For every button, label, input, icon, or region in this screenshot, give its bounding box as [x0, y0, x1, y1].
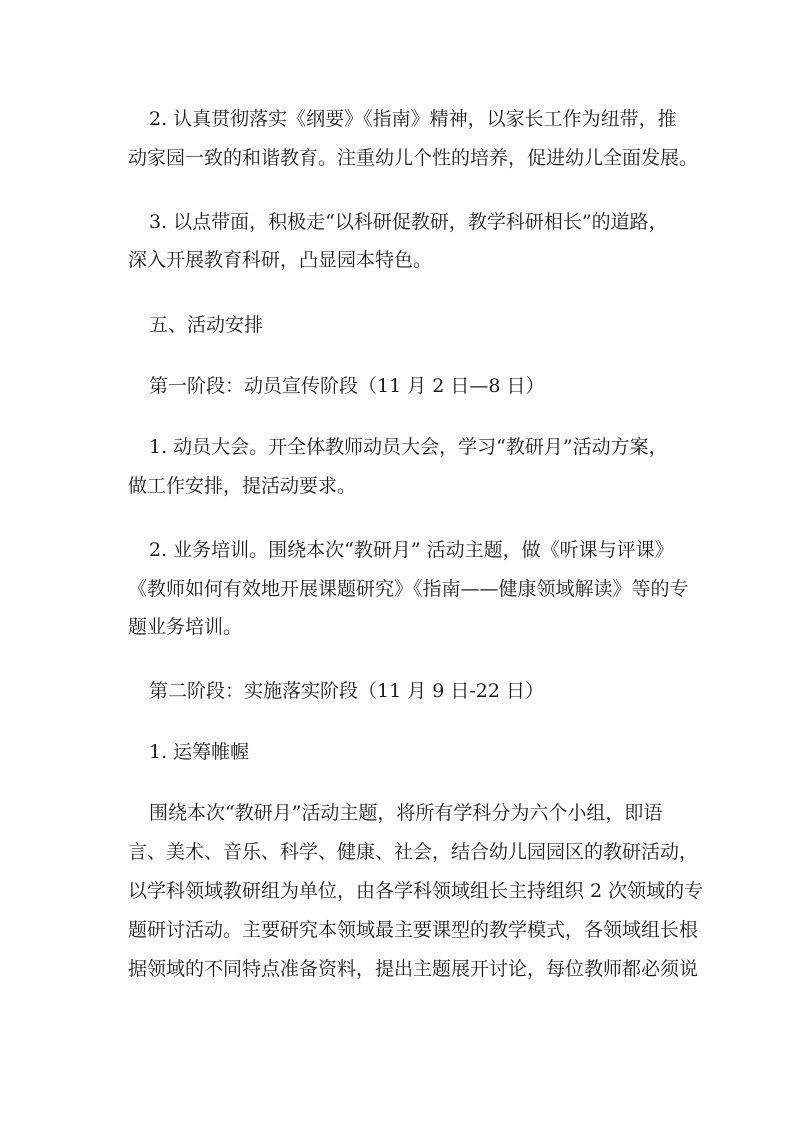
stage-2-paragraph-line-1: 围绕本次“教研月”活动主题，将所有学科分为六个小组，即语: [149, 802, 663, 824]
paragraph-3-line-1: 3. 以点带面，积极走“以科研促教研，教学科研相长”的道路，: [149, 211, 668, 233]
section-heading: 五、活动安排: [149, 314, 264, 336]
stage-2-paragraph-line-4: 题研讨活动。主要研究本领域最主要课型的教学模式，各领域组长根: [128, 919, 699, 941]
stage-1-item-2-line-1: 2. 业务培训。围绕本次“教研月” 活动主题，做《听课与评课》: [149, 539, 674, 561]
stage-1-item-1-line-2: 做工作安排，提活动要求。: [128, 475, 357, 497]
paragraph-2-line-1: 2. 认真贯彻落实《纲要》《指南》精神，以家长工作为纽带，推: [149, 108, 677, 130]
stage-1-item-2-line-2: 《教师如何有效地开展课题研究》《指南——健康领域解读》等的专: [128, 578, 689, 600]
stage-2-item-1-heading: 1. 运筹帷幄: [149, 741, 250, 763]
stage-2-paragraph-line-5: 据领域的不同特点准备资料，提出主题展开讨论，每位教师都必须说: [128, 958, 699, 980]
stage-2-paragraph-line-3: 以学科领域教研组为单位，由各学科领域组长主持组织 2 次领域的专: [128, 880, 704, 902]
stage-1-item-1-line-1: 1. 动员大会。开全体教师动员大会，学习“教研月”活动方案，: [149, 436, 668, 458]
stage-2-paragraph-line-2: 言、美术、音乐、科学、健康、社会，结合幼儿园园区的教研活动，: [128, 841, 699, 863]
stage-2-heading: 第二阶段：实施落实阶段（11 月 9 日-22 日）: [149, 680, 545, 702]
stage-1-heading: 第一阶段：动员宣传阶段（11 月 2 日—8 日）: [149, 375, 545, 397]
paragraph-3-line-2: 深入开展教育科研，凸显园本特色。: [128, 249, 433, 271]
stage-1-item-2-line-3: 题业务培训。: [128, 616, 243, 638]
paragraph-2-line-2: 动家园一致的和谐教育。注重幼儿个性的培养，促进幼儿全面发展。: [128, 147, 699, 169]
